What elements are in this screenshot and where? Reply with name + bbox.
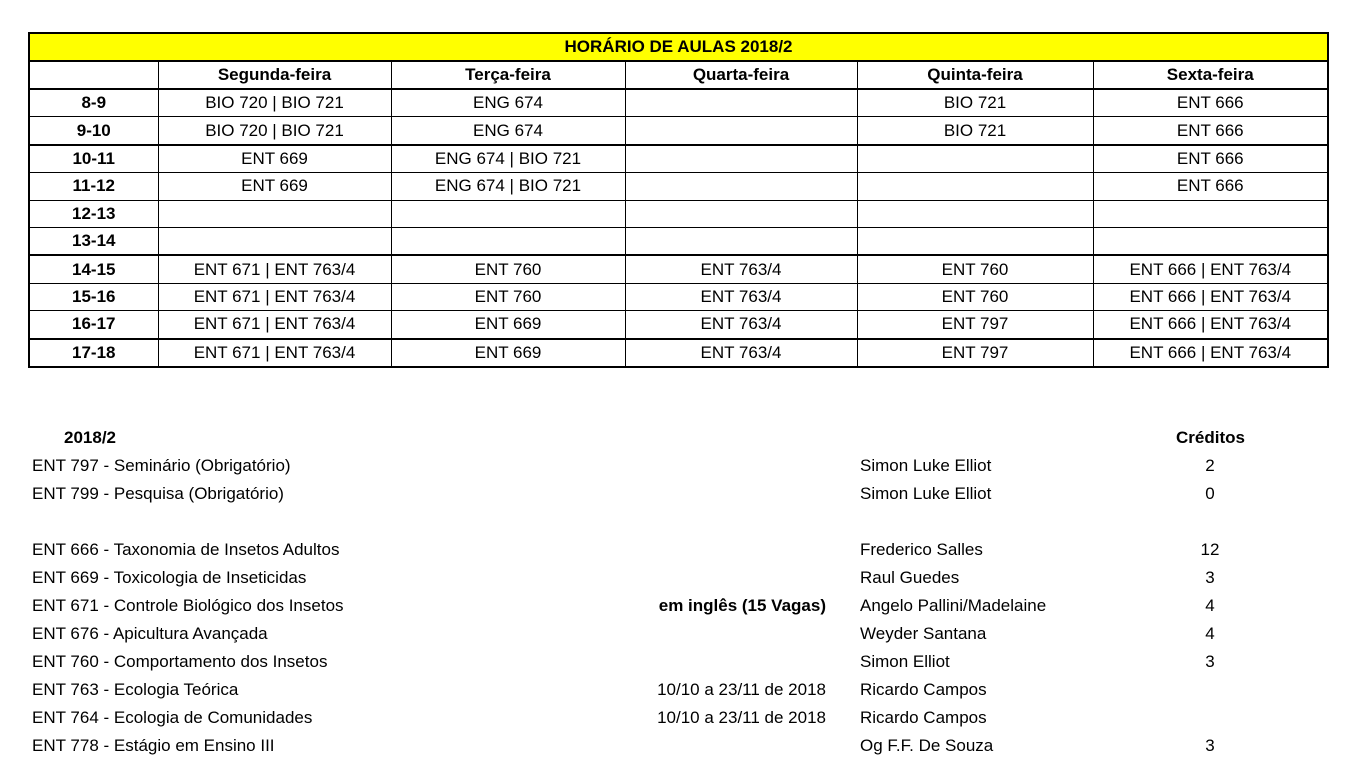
schedule-row	[29, 117, 1328, 145]
course-row	[32, 620, 1332, 648]
class-cell-thursday: ENT 797	[857, 311, 1093, 339]
course-credits: 2	[1205, 456, 1215, 475]
course-professor: Simon Luke Elliot	[860, 456, 992, 475]
time-slot-cell: 14-15	[29, 255, 158, 283]
course-professor: Ricardo Campos	[860, 680, 987, 699]
class-cell-friday: ENT 666	[1093, 89, 1328, 117]
course-professor: Weyder Santana	[860, 624, 987, 643]
class-cell-friday: ENT 666 | ENT 763/4	[1093, 255, 1328, 283]
class-cell-friday	[1093, 200, 1328, 227]
class-cell-monday: ENT 671 | ENT 763/4	[158, 311, 391, 339]
course-name: ENT 666 - Taxonomia de Insetos Adultos	[32, 540, 340, 559]
course-name: ENT 797 - Seminário (Obrigatório)	[32, 456, 291, 475]
day-header-tuesday: Terça-feira	[391, 61, 625, 89]
class-cell-wednesday: ENT 763/4	[625, 311, 857, 339]
course-name: ENT 676 - Apicultura Avançada	[32, 624, 268, 643]
class-cell-friday: ENT 666 | ENT 763/4	[1093, 283, 1328, 310]
course-credits: 12	[1200, 540, 1220, 559]
class-cell-tuesday	[391, 227, 625, 255]
schedule-body	[29, 89, 1328, 367]
class-cell-monday: ENT 669	[158, 173, 391, 200]
course-professor: Frederico Salles	[860, 540, 983, 559]
time-slot-cell: 15-16	[29, 283, 158, 310]
class-cell-tuesday: ENG 674 | BIO 721	[391, 173, 625, 200]
course-professor: Raul Guedes	[860, 568, 960, 587]
corner-cell	[29, 61, 158, 89]
course-rows	[32, 452, 1332, 760]
class-cell-thursday	[857, 145, 1093, 173]
course-name: ENT 760 - Comportamento dos Insetos	[32, 652, 328, 671]
schedule-row	[29, 255, 1328, 283]
class-cell-friday: ENT 666 | ENT 763/4	[1093, 311, 1328, 339]
day-header-friday: Sexta-feira	[1093, 61, 1328, 89]
course-row	[32, 536, 1332, 564]
class-cell-monday: ENT 671 | ENT 763/4	[158, 339, 391, 367]
class-cell-tuesday: ENT 760	[391, 255, 625, 283]
class-cell-monday: ENT 669	[158, 145, 391, 173]
course-name: ENT 778 - Estágio em Ensino III	[32, 736, 275, 755]
class-cell-wednesday	[625, 173, 857, 200]
class-cell-monday: ENT 671 | ENT 763/4	[158, 283, 391, 310]
class-cell-thursday: ENT 760	[857, 255, 1093, 283]
course-name: ENT 763 - Ecologia Teórica	[32, 680, 239, 699]
class-cell-tuesday	[391, 200, 625, 227]
course-row	[32, 564, 1332, 592]
class-cell-tuesday: ENT 760	[391, 283, 625, 310]
class-cell-monday	[158, 227, 391, 255]
class-cell-tuesday: ENG 674 | BIO 721	[391, 145, 625, 173]
course-professor: Ricardo Campos	[860, 708, 987, 727]
course-professor: Angelo Pallini/Madelaine	[860, 596, 1047, 615]
class-cell-monday: BIO 720 | BIO 721	[158, 117, 391, 145]
course-name: ENT 671 - Controle Biológico dos Insetos	[32, 596, 344, 615]
schedule-table	[28, 32, 1329, 368]
class-cell-wednesday: ENT 763/4	[625, 255, 857, 283]
course-professor: Simon Luke Elliot	[860, 484, 992, 503]
course-row	[32, 732, 1332, 760]
course-professor: Og F.F. De Souza	[860, 736, 994, 755]
time-slot-cell: 9-10	[29, 117, 158, 145]
class-cell-tuesday: ENT 669	[391, 311, 625, 339]
course-row	[32, 480, 1332, 508]
time-slot-cell: 12-13	[29, 200, 158, 227]
group-spacer	[32, 508, 1332, 536]
course-note: em inglês (15 Vagas)	[658, 596, 826, 615]
schedule-row	[29, 339, 1328, 367]
schedule-row	[29, 311, 1328, 339]
course-list	[32, 424, 1332, 760]
class-cell-thursday: BIO 721	[857, 89, 1093, 117]
class-cell-friday: ENT 666	[1093, 117, 1328, 145]
class-cell-friday	[1093, 227, 1328, 255]
schedule-row	[29, 283, 1328, 310]
class-cell-wednesday	[625, 89, 857, 117]
class-cell-tuesday: ENT 669	[391, 339, 625, 367]
day-header-wednesday: Quarta-feira	[625, 61, 857, 89]
time-slot-cell: 17-18	[29, 339, 158, 367]
class-cell-friday: ENT 666	[1093, 173, 1328, 200]
class-cell-thursday: ENT 797	[857, 339, 1093, 367]
class-cell-wednesday: ENT 763/4	[625, 339, 857, 367]
course-list-header	[32, 424, 1332, 452]
time-slot-cell: 8-9	[29, 89, 158, 117]
course-credits: 3	[1205, 652, 1215, 671]
class-cell-friday: ENT 666 | ENT 763/4	[1093, 339, 1328, 367]
schedule-row	[29, 200, 1328, 227]
course-note: 10/10 a 23/11 de 2018	[657, 708, 826, 727]
class-cell-wednesday	[625, 117, 857, 145]
day-header-thursday: Quinta-feira	[857, 61, 1093, 89]
course-name: ENT 764 - Ecologia de Comunidades	[32, 708, 313, 727]
semester-label: 2018/2	[64, 428, 116, 447]
class-cell-wednesday	[625, 145, 857, 173]
class-cell-monday: BIO 720 | BIO 721	[158, 89, 391, 117]
class-cell-wednesday	[625, 200, 857, 227]
credits-header: Créditos	[1176, 428, 1245, 447]
day-header-row	[29, 61, 1328, 89]
time-slot-cell: 11-12	[29, 173, 158, 200]
class-cell-thursday	[857, 227, 1093, 255]
course-professor: Simon Elliot	[860, 652, 950, 671]
class-cell-thursday	[857, 173, 1093, 200]
course-row	[32, 592, 1332, 620]
course-credits: 3	[1205, 568, 1215, 587]
time-slot-cell: 10-11	[29, 145, 158, 173]
class-cell-tuesday: ENG 674	[391, 89, 625, 117]
course-credits: 3	[1205, 736, 1215, 755]
course-credits: 4	[1205, 596, 1215, 615]
day-header-monday: Segunda-feira	[158, 61, 391, 89]
course-row	[32, 676, 1332, 704]
class-cell-monday: ENT 671 | ENT 763/4	[158, 255, 391, 283]
class-cell-friday: ENT 666	[1093, 145, 1328, 173]
schedule-title: HORÁRIO DE AULAS 2018/2	[29, 33, 1328, 61]
schedule-row	[29, 89, 1328, 117]
class-cell-thursday: ENT 760	[857, 283, 1093, 310]
time-slot-cell: 16-17	[29, 311, 158, 339]
schedule-row	[29, 145, 1328, 173]
course-name: ENT 799 - Pesquisa (Obrigatório)	[32, 484, 284, 503]
class-cell-wednesday	[625, 227, 857, 255]
schedule-row	[29, 173, 1328, 200]
class-cell-wednesday: ENT 763/4	[625, 283, 857, 310]
course-credits: 0	[1205, 484, 1215, 503]
time-slot-cell: 13-14	[29, 227, 158, 255]
class-cell-monday	[158, 200, 391, 227]
course-row	[32, 704, 1332, 732]
class-cell-thursday	[857, 200, 1093, 227]
course-credits: 4	[1205, 624, 1215, 643]
course-row	[32, 648, 1332, 676]
class-cell-tuesday: ENG 674	[391, 117, 625, 145]
course-row	[32, 452, 1332, 480]
course-note: 10/10 a 23/11 de 2018	[657, 680, 826, 699]
course-name: ENT 669 - Toxicologia de Inseticidas	[32, 568, 307, 587]
schedule-row	[29, 227, 1328, 255]
class-cell-thursday: BIO 721	[857, 117, 1093, 145]
